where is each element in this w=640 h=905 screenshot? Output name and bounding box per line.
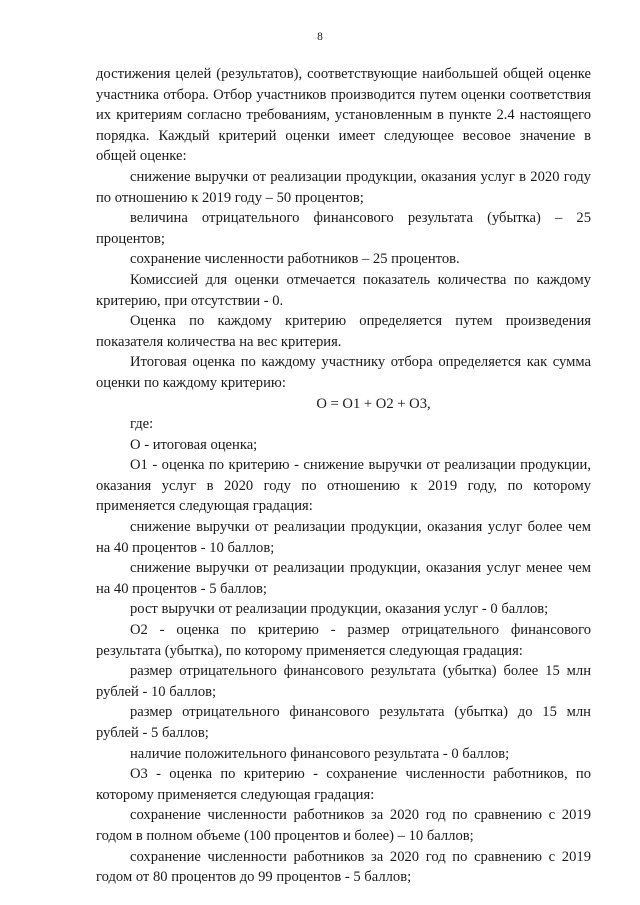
paragraph-o2-definition: О2 - оценка по критерию - размер отрицательного финансового результата (убытка), по которому применяется следующая градация: <box>96 622 591 659</box>
paragraph-total-score: Итоговая оценка по каждому участнику отбора определяется как сумма оценки по каждому критерию: <box>96 354 591 391</box>
paragraph-o3-grade-1: сохранение численности работников за 2020 год по сравнению с 2019 годом в полном объеме (100 процентов и более) – 10 баллов; <box>96 807 591 844</box>
paragraph-criterion-staff-weight: сохранение численности работников – 25 процентов. <box>130 251 460 268</box>
paragraph-o1-grade-2: снижение выручки от реализации продукции, оказания услуг менее чем на 40 процентов - 5 баллов; <box>96 560 591 597</box>
paragraph-o3-definition: О3 - оценка по критерию - сохранение численности работников, по которому применяется следующая градация: <box>96 766 591 803</box>
paragraph-criterion-loss-weight: величина отрицательного финансового результата (убытка) – 25 процентов; <box>96 210 591 247</box>
paragraph-o2-grade-2: размер отрицательного финансового результата (убытка) до 15 млн рублей - 5 баллов; <box>96 704 591 741</box>
paragraph-o1-grade-1: снижение выручки от реализации продукции, оказания услуг более чем на 40 процентов - 10 баллов; <box>96 519 591 556</box>
paragraph-o1-grade-3: рост выручки от реализации продукции, оказания услуг - 0 баллов; <box>130 601 549 618</box>
document-body <box>96 64 591 888</box>
page-number: 8 <box>317 31 323 43</box>
paragraph-o-definition: О - итоговая оценка; <box>130 436 258 453</box>
formula: О = О1 + О2 + О3, <box>316 395 431 412</box>
paragraph-where: где: <box>130 416 154 433</box>
paragraph-o2-grade-3: наличие положительного финансового результата - 0 баллов; <box>130 745 510 762</box>
paragraph-score-method: Оценка по каждому критерию определяется путем произведения показателя количества на вес критерия. <box>96 313 591 350</box>
paragraph-o3-grade-2: сохранение численности работников за 2020 год по сравнению с 2019 годом от 80 процентов до 99 процентов - 5 баллов; <box>96 848 591 886</box>
paragraph-o2-grade-1: размер отрицательного финансового результата (убытка) более 15 млн рублей - 10 баллов; <box>96 663 591 700</box>
paragraph-intro: достижения целей (результатов), соответствующие наибольшей общей оценке участника отбора. Отбор участников производится путем оценки соответствия их критериям согласно требованиям, установленным в пункте 2.4 настоящего порядка. Каждый критерий оценки имеет следующее весовое значение в общей оценке: <box>96 66 591 165</box>
paragraph-o1-definition: О1 - оценка по критерию - снижение выручки от реализации продукции, оказания услуг в 2020 году по отношению к 2019 году, по которому применяется следующая градация: <box>96 457 591 515</box>
paragraph-criterion-revenue-weight: снижение выручки от реализации продукции, оказания услуг в 2020 году по отношению к 2019 году – 50 процентов; <box>96 168 591 206</box>
paragraph-commission: Комиссией для оценки отмечается показатель количества по каждому критерию, при отсутствии - 0. <box>96 271 591 309</box>
